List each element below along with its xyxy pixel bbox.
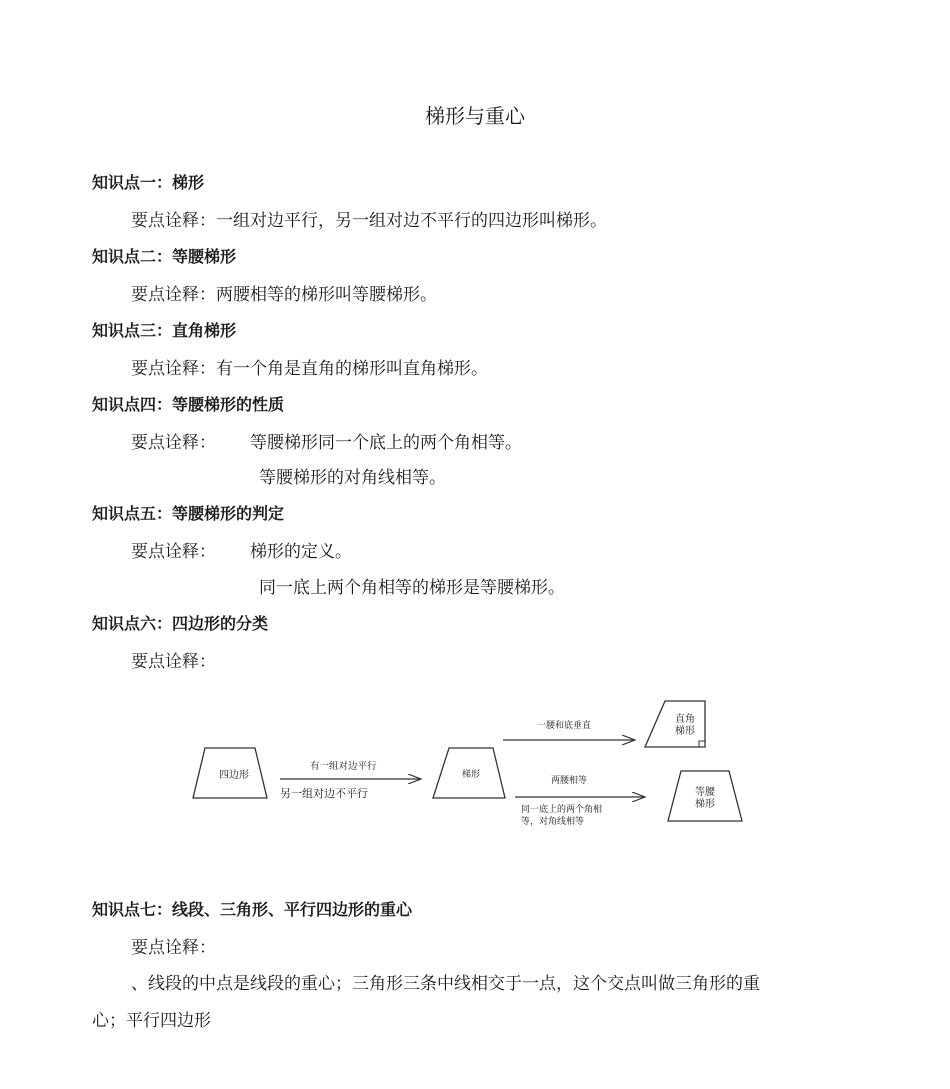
arrow-down-bottom-label-2: 等，对角线相等 — [521, 817, 585, 827]
right-angle-mark — [699, 741, 705, 747]
isosceles-trapezoid-label-1: 等腰 — [695, 787, 715, 798]
section-3-text: 要点诠释：有一个角是直角的梯形叫直角梯形。 — [131, 359, 488, 379]
section-4-text-1: 等腰梯形同一个底上的两个角相等。 — [250, 433, 522, 453]
section-5-text-1: 梯形的定义。 — [250, 542, 352, 562]
section-7-text-1: 、线段的中点是线段的重心；三角形三条中线相交于一点，这个交点叫做三角形的重 — [131, 974, 760, 994]
right-trapezoid-label-2: 梯形 — [675, 726, 695, 737]
section-5-text-2: 同一底上两个角相等的梯形是等腰梯形。 — [259, 578, 565, 598]
page-title: 梯形与重心 — [425, 104, 525, 128]
arrow-down-top-label: 两腰相等 — [551, 776, 588, 786]
section-3-heading: 知识点三：直角梯形 — [92, 321, 237, 340]
section-4-heading: 知识点四：等腰梯形的性质 — [92, 395, 285, 414]
arrow1-bottom-label: 另一组对边不平行 — [280, 787, 368, 800]
section-4-text-2: 等腰梯形的对角线相等。 — [259, 468, 446, 488]
section-4-label: 要点诠释： — [131, 433, 216, 453]
isosceles-trapezoid-label-2: 梯形 — [695, 799, 715, 810]
arrow1-top-label: 有一组对边平行 — [310, 761, 377, 772]
trapezoid-label: 梯形 — [462, 770, 481, 780]
section-6-heading: 知识点六：四边形的分类 — [92, 614, 269, 633]
arrow-down-bottom-label-1: 同一底上的两个角相 — [521, 805, 603, 815]
section-6-label: 要点诠释： — [131, 652, 216, 672]
quadrilateral-label: 四边形 — [219, 770, 249, 781]
arrow-up-label: 一腰和底垂直 — [537, 721, 592, 731]
right-trapezoid-label-1: 直角 — [675, 714, 695, 725]
section-5-label: 要点诠释： — [131, 542, 216, 562]
section-5-heading: 知识点五：等腰梯形的判定 — [92, 504, 285, 523]
section-2-heading: 知识点二：等腰梯形 — [92, 247, 237, 266]
quadrilateral-classification-diagram — [185, 685, 765, 845]
section-7-heading: 知识点七：线段、三角形、平行四边形的重心 — [92, 900, 413, 919]
section-1-text: 要点诠释：一组对边平行，另一组对边不平行的四边形叫梯形。 — [131, 211, 607, 231]
section-2-text: 要点诠释：两腰相等的梯形叫等腰梯形。 — [131, 285, 437, 305]
section-7-text-2: 心；平行四边形 — [92, 1011, 211, 1031]
section-1-heading: 知识点一：梯形 — [92, 173, 205, 192]
section-7-label: 要点诠释： — [131, 938, 216, 958]
